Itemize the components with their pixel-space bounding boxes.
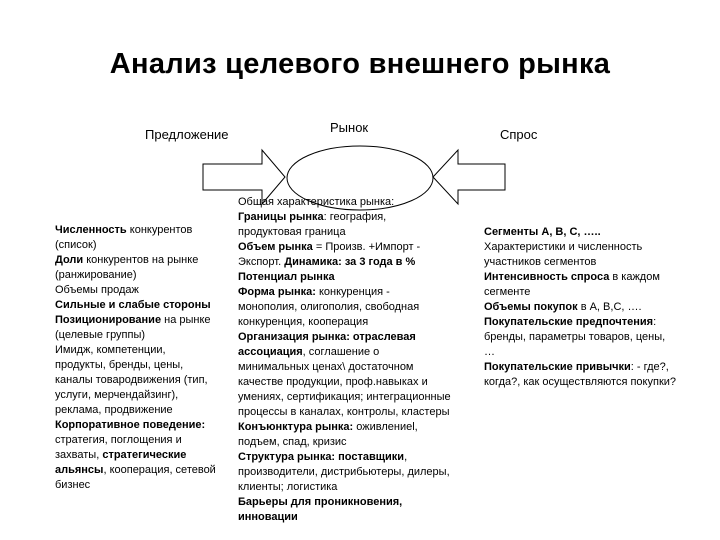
text-run: конкуренция, кооперация [238,316,369,328]
text-line [238,405,451,420]
text-line [238,510,451,525]
text-line [484,240,676,255]
text-run: Потенциал рынка [238,271,335,283]
text-run: Интенсивность спроса [484,271,610,283]
text-line [238,195,451,210]
text-run: : [653,316,657,328]
text-line [238,465,451,480]
text-line [238,225,451,240]
text-line [238,285,451,300]
text-run: Сильные и слабые стороны [55,299,211,311]
text-run: клиенты; логистика [238,481,338,493]
text-run: монополия, олигополия, свободная [238,301,420,313]
text-line [55,268,216,283]
text-run: реклама, продвижение [55,404,173,416]
demand-label: Спрос [500,127,538,142]
text-line [484,360,676,375]
market-label: Рынок [330,120,369,135]
text-line [55,313,216,328]
text-line [484,330,676,345]
text-run: : география, [323,211,387,223]
text-run: ассоциация [238,346,303,358]
text-run: каналы товародвижения (тип, [55,374,208,386]
supply-characteristics-list [55,223,216,493]
text-line [238,345,451,360]
text-run: инновации [238,511,298,523]
text-line [238,270,451,285]
text-run: альянсы [55,464,104,476]
text-line [238,315,451,330]
text-run: бренды, параметры товаров, цены, [484,331,666,343]
text-line [55,403,216,418]
text-run: продукты, бренды, цены, [55,359,184,371]
supply-label: Предложение [145,127,229,142]
text-line [55,223,216,238]
text-line [55,388,216,403]
text-line [55,433,216,448]
text-line [238,300,451,315]
text-line [484,285,676,300]
text-run: Покупательские предпочтения [484,316,654,328]
text-run: минимальных ценах\ достаточном [238,361,414,373]
text-line [484,315,676,330]
text-run: , [404,451,408,463]
text-line [238,360,451,375]
text-run: конкуренция - [315,286,390,298]
text-run: умениях, сертификация; интеграционные [238,391,451,403]
text-run: когда?, как осуществляются покупки? [484,376,677,388]
text-run: в каждом [609,271,660,283]
text-run: Объемы покупок [484,301,578,313]
text-run: Характеристики и численность [484,241,643,253]
text-line [55,328,216,343]
text-run: Объем рынка [238,241,313,253]
text-line [55,283,216,298]
text-run: , кооперация, сетевой [103,464,216,476]
text-line [55,448,216,463]
text-run: на рынке [161,314,211,326]
text-run: конкурентов [126,224,193,236]
text-run: = Произв. +Импорт - [312,241,421,253]
text-run: : - где?, [630,361,669,373]
text-run: Динамика: за 3 года в % [284,256,416,268]
text-line [238,420,451,435]
text-line [55,298,216,313]
text-line [238,255,451,270]
demand-characteristics-list [484,225,676,390]
text-line [55,253,216,268]
text-line [238,480,451,495]
text-run: (ранжирование) [55,269,137,281]
text-line [238,390,451,405]
text-run: процессы в каналах, контролы, кластеры [238,406,450,418]
text-run: Покупательские привычки [484,361,631,373]
text-line [55,463,216,478]
text-run: оживлениеl, [353,421,418,433]
text-line [238,495,451,510]
text-run: (целевые группы) [55,329,146,341]
text-run: Границы рынка [238,211,324,223]
text-run: Численность [55,224,127,236]
text-run: , соглашение о [302,346,380,358]
text-line [238,450,451,465]
text-run: конкурентов на рынке [83,254,199,266]
text-line [55,373,216,388]
text-line [484,225,676,240]
text-run: Позиционирование [55,314,162,326]
text-run: Форма рынка: [238,286,316,298]
text-run: стратегия, поглощения и [55,434,182,446]
text-run: Структура рынка: поставщики [238,451,405,463]
text-run: Общая характеристика рынка: [238,196,395,208]
text-line [238,435,451,450]
text-line [238,375,451,390]
market-characteristics-list [238,195,451,525]
text-run: захваты, [55,449,103,461]
text-line [55,238,216,253]
text-run: участников сегментов [484,256,597,268]
text-line [238,330,451,345]
text-run: Барьеры для проникновения, [238,496,403,508]
text-line [238,240,451,255]
text-run: стратегические [102,449,187,461]
text-run: Организация рынка: отраслевая [238,331,416,343]
text-run: … [484,346,495,358]
text-run: Экспорт. [238,256,285,268]
text-run: Корпоративное поведение: [55,419,206,431]
text-run: Доли [55,254,84,266]
text-run: бизнес [55,479,91,491]
text-line [55,418,216,433]
text-line [55,358,216,373]
text-run: Имидж, компетенции, [55,344,166,356]
text-run: продуктовая граница [238,226,346,238]
text-run: Конъюнктура рынка: [238,421,354,433]
text-line [55,343,216,358]
text-run: Объемы продаж [55,284,139,296]
text-run: подъем, спад, кризис [238,436,347,448]
text-line [238,210,451,225]
text-run: в А, В,С, …. [577,301,642,313]
text-line [484,270,676,285]
text-line [484,300,676,315]
page-title: Анализ целевого внешнего рынка [109,48,611,80]
text-run: сегменте [484,286,531,298]
text-line [55,478,216,493]
text-line [484,255,676,270]
text-run: услуги, мерчендайзинг), [55,389,179,401]
text-run: производители, дистрибьютеры, дилеры, [238,466,450,478]
text-run: (список) [55,239,97,251]
text-run: качестве продукции, проф.навыках и [238,376,428,388]
text-line [484,345,676,360]
text-run: Сегменты А, В, С, ….. [484,226,601,238]
text-line [484,375,676,390]
